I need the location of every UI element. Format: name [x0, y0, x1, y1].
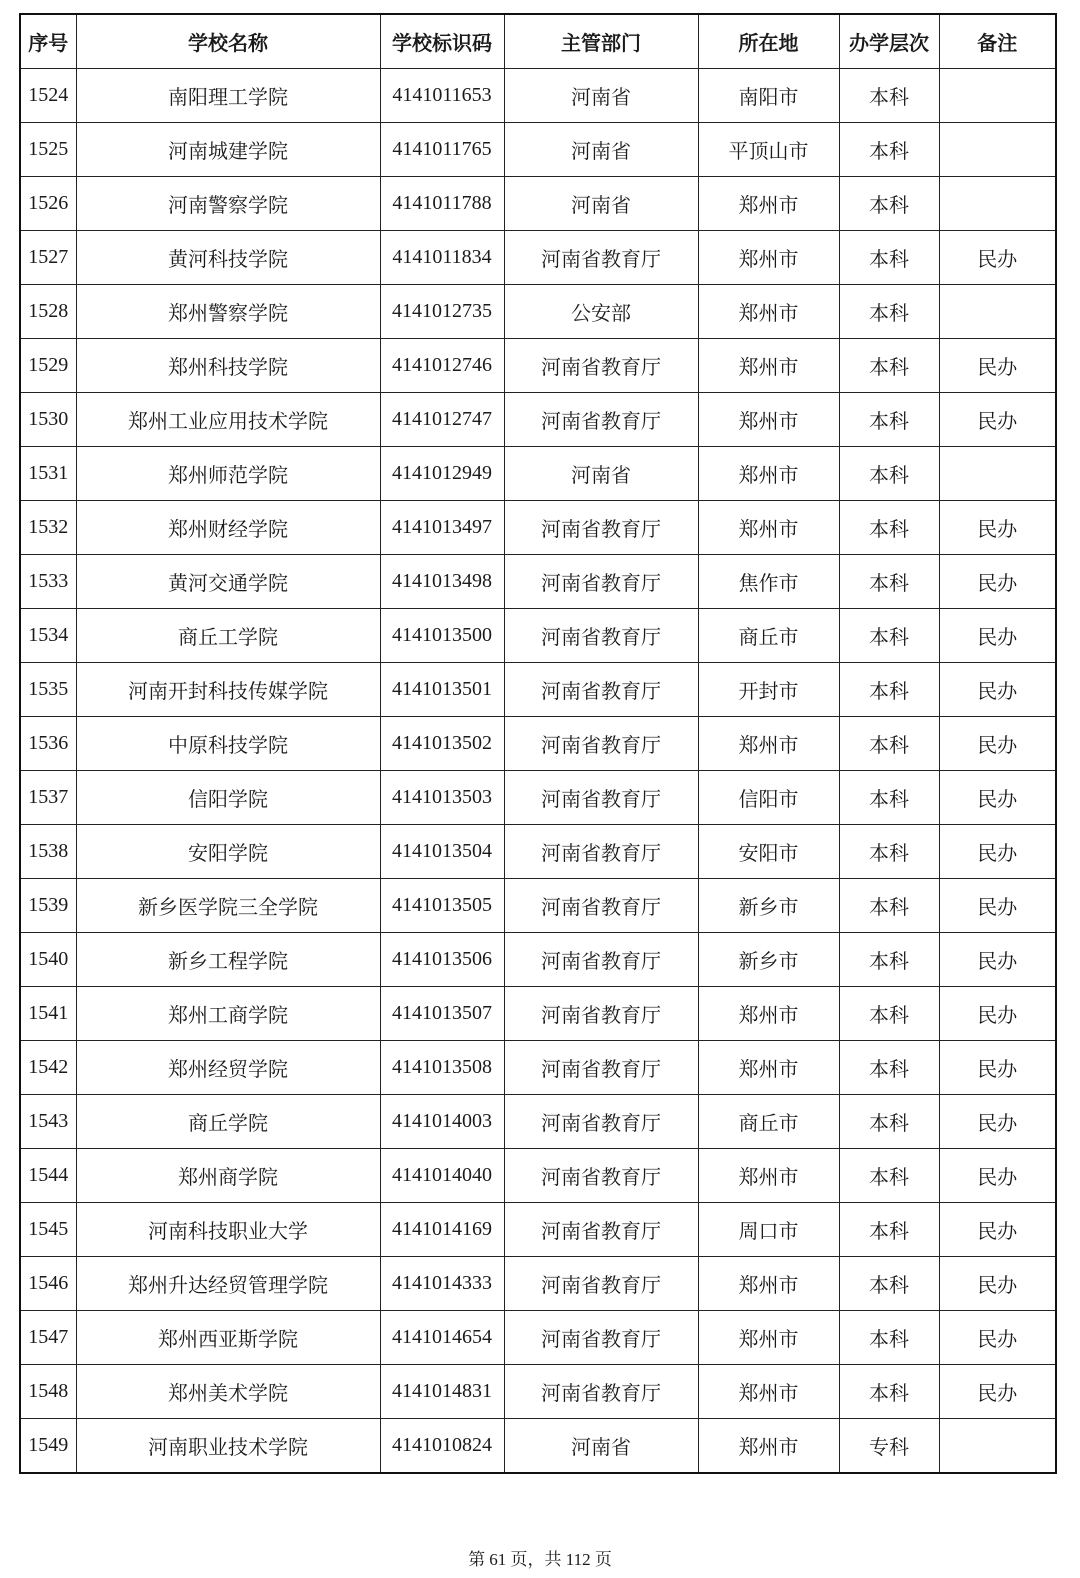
cell-serial-number: 1528: [20, 285, 76, 339]
cell-school-code: 4141013497: [380, 501, 504, 555]
cell-location: 新乡市: [698, 879, 839, 933]
cell-serial-number: 1535: [20, 663, 76, 717]
cell-location: 郑州市: [698, 285, 839, 339]
cell-level: 本科: [839, 1149, 939, 1203]
cell-department: 河南省: [504, 123, 698, 177]
cell-serial-number: 1536: [20, 717, 76, 771]
cell-remarks: 民办: [939, 1365, 1056, 1419]
cell-department: 河南省教育厅: [504, 1095, 698, 1149]
table-row: [20, 825, 1056, 879]
cell-school-name: 郑州师范学院: [76, 447, 380, 501]
cell-remarks: 民办: [939, 1203, 1056, 1257]
cell-remarks: [939, 1419, 1056, 1474]
cell-department: 河南省教育厅: [504, 555, 698, 609]
header-row: [20, 14, 1056, 69]
header-school-name: 学校名称: [76, 14, 380, 69]
cell-location: 郑州市: [698, 1365, 839, 1419]
cell-serial-number: 1541: [20, 987, 76, 1041]
table-body: [20, 69, 1056, 1474]
cell-location: 周口市: [698, 1203, 839, 1257]
cell-school-name: 郑州科技学院: [76, 339, 380, 393]
cell-serial-number: 1526: [20, 177, 76, 231]
cell-level: 本科: [839, 501, 939, 555]
table-header: [20, 14, 1056, 69]
table-row: [20, 987, 1056, 1041]
cell-level: 本科: [839, 555, 939, 609]
cell-location: 郑州市: [698, 393, 839, 447]
cell-school-code: 4141013498: [380, 555, 504, 609]
cell-school-code: 4141012746: [380, 339, 504, 393]
cell-school-name: 商丘学院: [76, 1095, 380, 1149]
cell-department: 河南省: [504, 69, 698, 123]
cell-serial-number: 1538: [20, 825, 76, 879]
cell-school-name: 中原科技学院: [76, 717, 380, 771]
cell-school-code: 4141011765: [380, 123, 504, 177]
cell-serial-number: 1531: [20, 447, 76, 501]
cell-department: 河南省教育厅: [504, 501, 698, 555]
cell-serial-number: 1546: [20, 1257, 76, 1311]
cell-serial-number: 1534: [20, 609, 76, 663]
table-row: [20, 177, 1056, 231]
cell-level: 本科: [839, 717, 939, 771]
table-row: [20, 663, 1056, 717]
header-level: 办学层次: [839, 14, 939, 69]
school-list-table: [19, 13, 1057, 1474]
cell-school-name: 河南科技职业大学: [76, 1203, 380, 1257]
cell-school-code: 4141014040: [380, 1149, 504, 1203]
table-row: [20, 1149, 1056, 1203]
cell-school-name: 河南开封科技传媒学院: [76, 663, 380, 717]
table-row: [20, 1311, 1056, 1365]
table-row: [20, 1257, 1056, 1311]
table-row: [20, 717, 1056, 771]
cell-school-name: 郑州经贸学院: [76, 1041, 380, 1095]
header-location: 所在地: [698, 14, 839, 69]
cell-serial-number: 1525: [20, 123, 76, 177]
cell-school-name: 郑州财经学院: [76, 501, 380, 555]
cell-serial-number: 1547: [20, 1311, 76, 1365]
cell-school-name: 黄河交通学院: [76, 555, 380, 609]
cell-remarks: 民办: [939, 501, 1056, 555]
cell-level: 本科: [839, 69, 939, 123]
table-row: [20, 771, 1056, 825]
cell-remarks: 民办: [939, 879, 1056, 933]
cell-school-name: 信阳学院: [76, 771, 380, 825]
cell-location: 郑州市: [698, 1149, 839, 1203]
cell-department: 河南省教育厅: [504, 1257, 698, 1311]
cell-school-code: 4141014333: [380, 1257, 504, 1311]
header-school-code: 学校标识码: [380, 14, 504, 69]
cell-remarks: 民办: [939, 987, 1056, 1041]
cell-school-name: 郑州升达经贸管理学院: [76, 1257, 380, 1311]
cell-level: 本科: [839, 285, 939, 339]
table-row: [20, 339, 1056, 393]
cell-serial-number: 1537: [20, 771, 76, 825]
cell-serial-number: 1527: [20, 231, 76, 285]
cell-department: 河南省教育厅: [504, 1149, 698, 1203]
cell-level: 本科: [839, 1041, 939, 1095]
cell-school-code: 4141013502: [380, 717, 504, 771]
cell-remarks: 民办: [939, 825, 1056, 879]
cell-level: 本科: [839, 987, 939, 1041]
cell-department: 公安部: [504, 285, 698, 339]
cell-school-code: 4141013506: [380, 933, 504, 987]
cell-school-code: 4141012949: [380, 447, 504, 501]
cell-department: 河南省教育厅: [504, 1041, 698, 1095]
cell-school-code: 4141013501: [380, 663, 504, 717]
cell-department: 河南省教育厅: [504, 933, 698, 987]
cell-department: 河南省教育厅: [504, 771, 698, 825]
cell-level: 本科: [839, 123, 939, 177]
cell-level: 本科: [839, 879, 939, 933]
header-remarks: 备注: [939, 14, 1056, 69]
cell-remarks: 民办: [939, 717, 1056, 771]
cell-level: 本科: [839, 1095, 939, 1149]
cell-school-name: 河南城建学院: [76, 123, 380, 177]
cell-department: 河南省教育厅: [504, 1203, 698, 1257]
cell-school-code: 4141013503: [380, 771, 504, 825]
cell-location: 郑州市: [698, 1041, 839, 1095]
cell-department: 河南省教育厅: [504, 393, 698, 447]
cell-remarks: 民办: [939, 1149, 1056, 1203]
cell-school-name: 商丘工学院: [76, 609, 380, 663]
cell-remarks: 民办: [939, 933, 1056, 987]
cell-location: 郑州市: [698, 1311, 839, 1365]
cell-serial-number: 1539: [20, 879, 76, 933]
cell-school-code: 4141014003: [380, 1095, 504, 1149]
cell-remarks: 民办: [939, 663, 1056, 717]
cell-remarks: [939, 69, 1056, 123]
cell-level: 本科: [839, 447, 939, 501]
cell-school-name: 河南警察学院: [76, 177, 380, 231]
cell-school-code: 4141013504: [380, 825, 504, 879]
cell-serial-number: 1548: [20, 1365, 76, 1419]
table-row: [20, 1365, 1056, 1419]
cell-department: 河南省教育厅: [504, 825, 698, 879]
cell-department: 河南省教育厅: [504, 609, 698, 663]
cell-remarks: 民办: [939, 1041, 1056, 1095]
cell-serial-number: 1542: [20, 1041, 76, 1095]
header-department: 主管部门: [504, 14, 698, 69]
cell-department: 河南省教育厅: [504, 339, 698, 393]
cell-serial-number: 1533: [20, 555, 76, 609]
cell-location: 郑州市: [698, 1419, 839, 1474]
cell-school-name: 郑州西亚斯学院: [76, 1311, 380, 1365]
cell-school-code: 4141012747: [380, 393, 504, 447]
cell-level: 本科: [839, 1311, 939, 1365]
cell-location: 平顶山市: [698, 123, 839, 177]
cell-serial-number: 1524: [20, 69, 76, 123]
cell-remarks: 民办: [939, 231, 1056, 285]
page-number-footer: 第 61 页，共 112 页: [468, 1550, 612, 1569]
cell-level: 本科: [839, 1257, 939, 1311]
cell-serial-number: 1549: [20, 1419, 76, 1474]
cell-level: 本科: [839, 609, 939, 663]
cell-school-name: 郑州美术学院: [76, 1365, 380, 1419]
cell-remarks: [939, 177, 1056, 231]
cell-location: 信阳市: [698, 771, 839, 825]
cell-school-name: 南阳理工学院: [76, 69, 380, 123]
cell-location: 商丘市: [698, 609, 839, 663]
cell-department: 河南省: [504, 447, 698, 501]
cell-school-code: 4141014831: [380, 1365, 504, 1419]
cell-remarks: [939, 285, 1056, 339]
cell-level: 本科: [839, 1365, 939, 1419]
cell-level: 本科: [839, 771, 939, 825]
cell-level: 本科: [839, 825, 939, 879]
cell-level: 本科: [839, 231, 939, 285]
table-row: [20, 231, 1056, 285]
cell-department: 河南省教育厅: [504, 1311, 698, 1365]
cell-remarks: 民办: [939, 393, 1056, 447]
cell-remarks: 民办: [939, 1095, 1056, 1149]
cell-school-name: 郑州工业应用技术学院: [76, 393, 380, 447]
cell-level: 专科: [839, 1419, 939, 1474]
cell-location: 郑州市: [698, 987, 839, 1041]
table-row: [20, 69, 1056, 123]
cell-school-code: 4141011653: [380, 69, 504, 123]
cell-school-name: 郑州警察学院: [76, 285, 380, 339]
table-row: [20, 609, 1056, 663]
cell-school-code: 4141011834: [380, 231, 504, 285]
cell-level: 本科: [839, 339, 939, 393]
cell-serial-number: 1540: [20, 933, 76, 987]
cell-school-name: 郑州商学院: [76, 1149, 380, 1203]
cell-department: 河南省教育厅: [504, 663, 698, 717]
cell-school-code: 4141011788: [380, 177, 504, 231]
cell-department: 河南省教育厅: [504, 1365, 698, 1419]
cell-school-name: 河南职业技术学院: [76, 1419, 380, 1474]
cell-remarks: 民办: [939, 1257, 1056, 1311]
cell-serial-number: 1543: [20, 1095, 76, 1149]
cell-remarks: 民办: [939, 609, 1056, 663]
cell-school-name: 黄河科技学院: [76, 231, 380, 285]
table-row: [20, 1203, 1056, 1257]
table-row: [20, 501, 1056, 555]
cell-department: 河南省: [504, 1419, 698, 1474]
cell-level: 本科: [839, 393, 939, 447]
table-row: [20, 123, 1056, 177]
cell-school-name: 新乡工程学院: [76, 933, 380, 987]
cell-remarks: 民办: [939, 771, 1056, 825]
table-row: [20, 1095, 1056, 1149]
cell-serial-number: 1545: [20, 1203, 76, 1257]
cell-serial-number: 1529: [20, 339, 76, 393]
cell-remarks: [939, 123, 1056, 177]
cell-school-code: 4141014654: [380, 1311, 504, 1365]
cell-location: 郑州市: [698, 339, 839, 393]
cell-location: 开封市: [698, 663, 839, 717]
cell-school-name: 安阳学院: [76, 825, 380, 879]
table-row: [20, 555, 1056, 609]
cell-level: 本科: [839, 663, 939, 717]
cell-location: 焦作市: [698, 555, 839, 609]
cell-remarks: 民办: [939, 555, 1056, 609]
cell-school-code: 4141013507: [380, 987, 504, 1041]
cell-location: 郑州市: [698, 1257, 839, 1311]
cell-school-code: 4141012735: [380, 285, 504, 339]
table-row: [20, 447, 1056, 501]
table-row: [20, 285, 1056, 339]
cell-department: 河南省: [504, 177, 698, 231]
cell-department: 河南省教育厅: [504, 879, 698, 933]
cell-school-code: 4141014169: [380, 1203, 504, 1257]
table-row: [20, 879, 1056, 933]
table-row: [20, 1419, 1056, 1474]
cell-location: 商丘市: [698, 1095, 839, 1149]
cell-level: 本科: [839, 933, 939, 987]
cell-location: 安阳市: [698, 825, 839, 879]
cell-location: 郑州市: [698, 177, 839, 231]
cell-level: 本科: [839, 1203, 939, 1257]
cell-school-code: 4141010824: [380, 1419, 504, 1474]
cell-level: 本科: [839, 177, 939, 231]
cell-remarks: 民办: [939, 339, 1056, 393]
cell-department: 河南省教育厅: [504, 231, 698, 285]
cell-school-name: 新乡医学院三全学院: [76, 879, 380, 933]
table-row: [20, 393, 1056, 447]
cell-location: 郑州市: [698, 447, 839, 501]
header-serial-number: 序号: [20, 14, 76, 69]
cell-location: 郑州市: [698, 717, 839, 771]
cell-department: 河南省教育厅: [504, 987, 698, 1041]
cell-serial-number: 1530: [20, 393, 76, 447]
cell-school-code: 4141013500: [380, 609, 504, 663]
cell-school-code: 4141013508: [380, 1041, 504, 1095]
cell-department: 河南省教育厅: [504, 717, 698, 771]
table-row: [20, 1041, 1056, 1095]
cell-school-name: 郑州工商学院: [76, 987, 380, 1041]
cell-location: 南阳市: [698, 69, 839, 123]
cell-location: 新乡市: [698, 933, 839, 987]
cell-remarks: 民办: [939, 1311, 1056, 1365]
cell-remarks: [939, 447, 1056, 501]
cell-location: 郑州市: [698, 231, 839, 285]
table-row: [20, 933, 1056, 987]
cell-serial-number: 1532: [20, 501, 76, 555]
cell-location: 郑州市: [698, 501, 839, 555]
cell-school-code: 4141013505: [380, 879, 504, 933]
cell-serial-number: 1544: [20, 1149, 76, 1203]
